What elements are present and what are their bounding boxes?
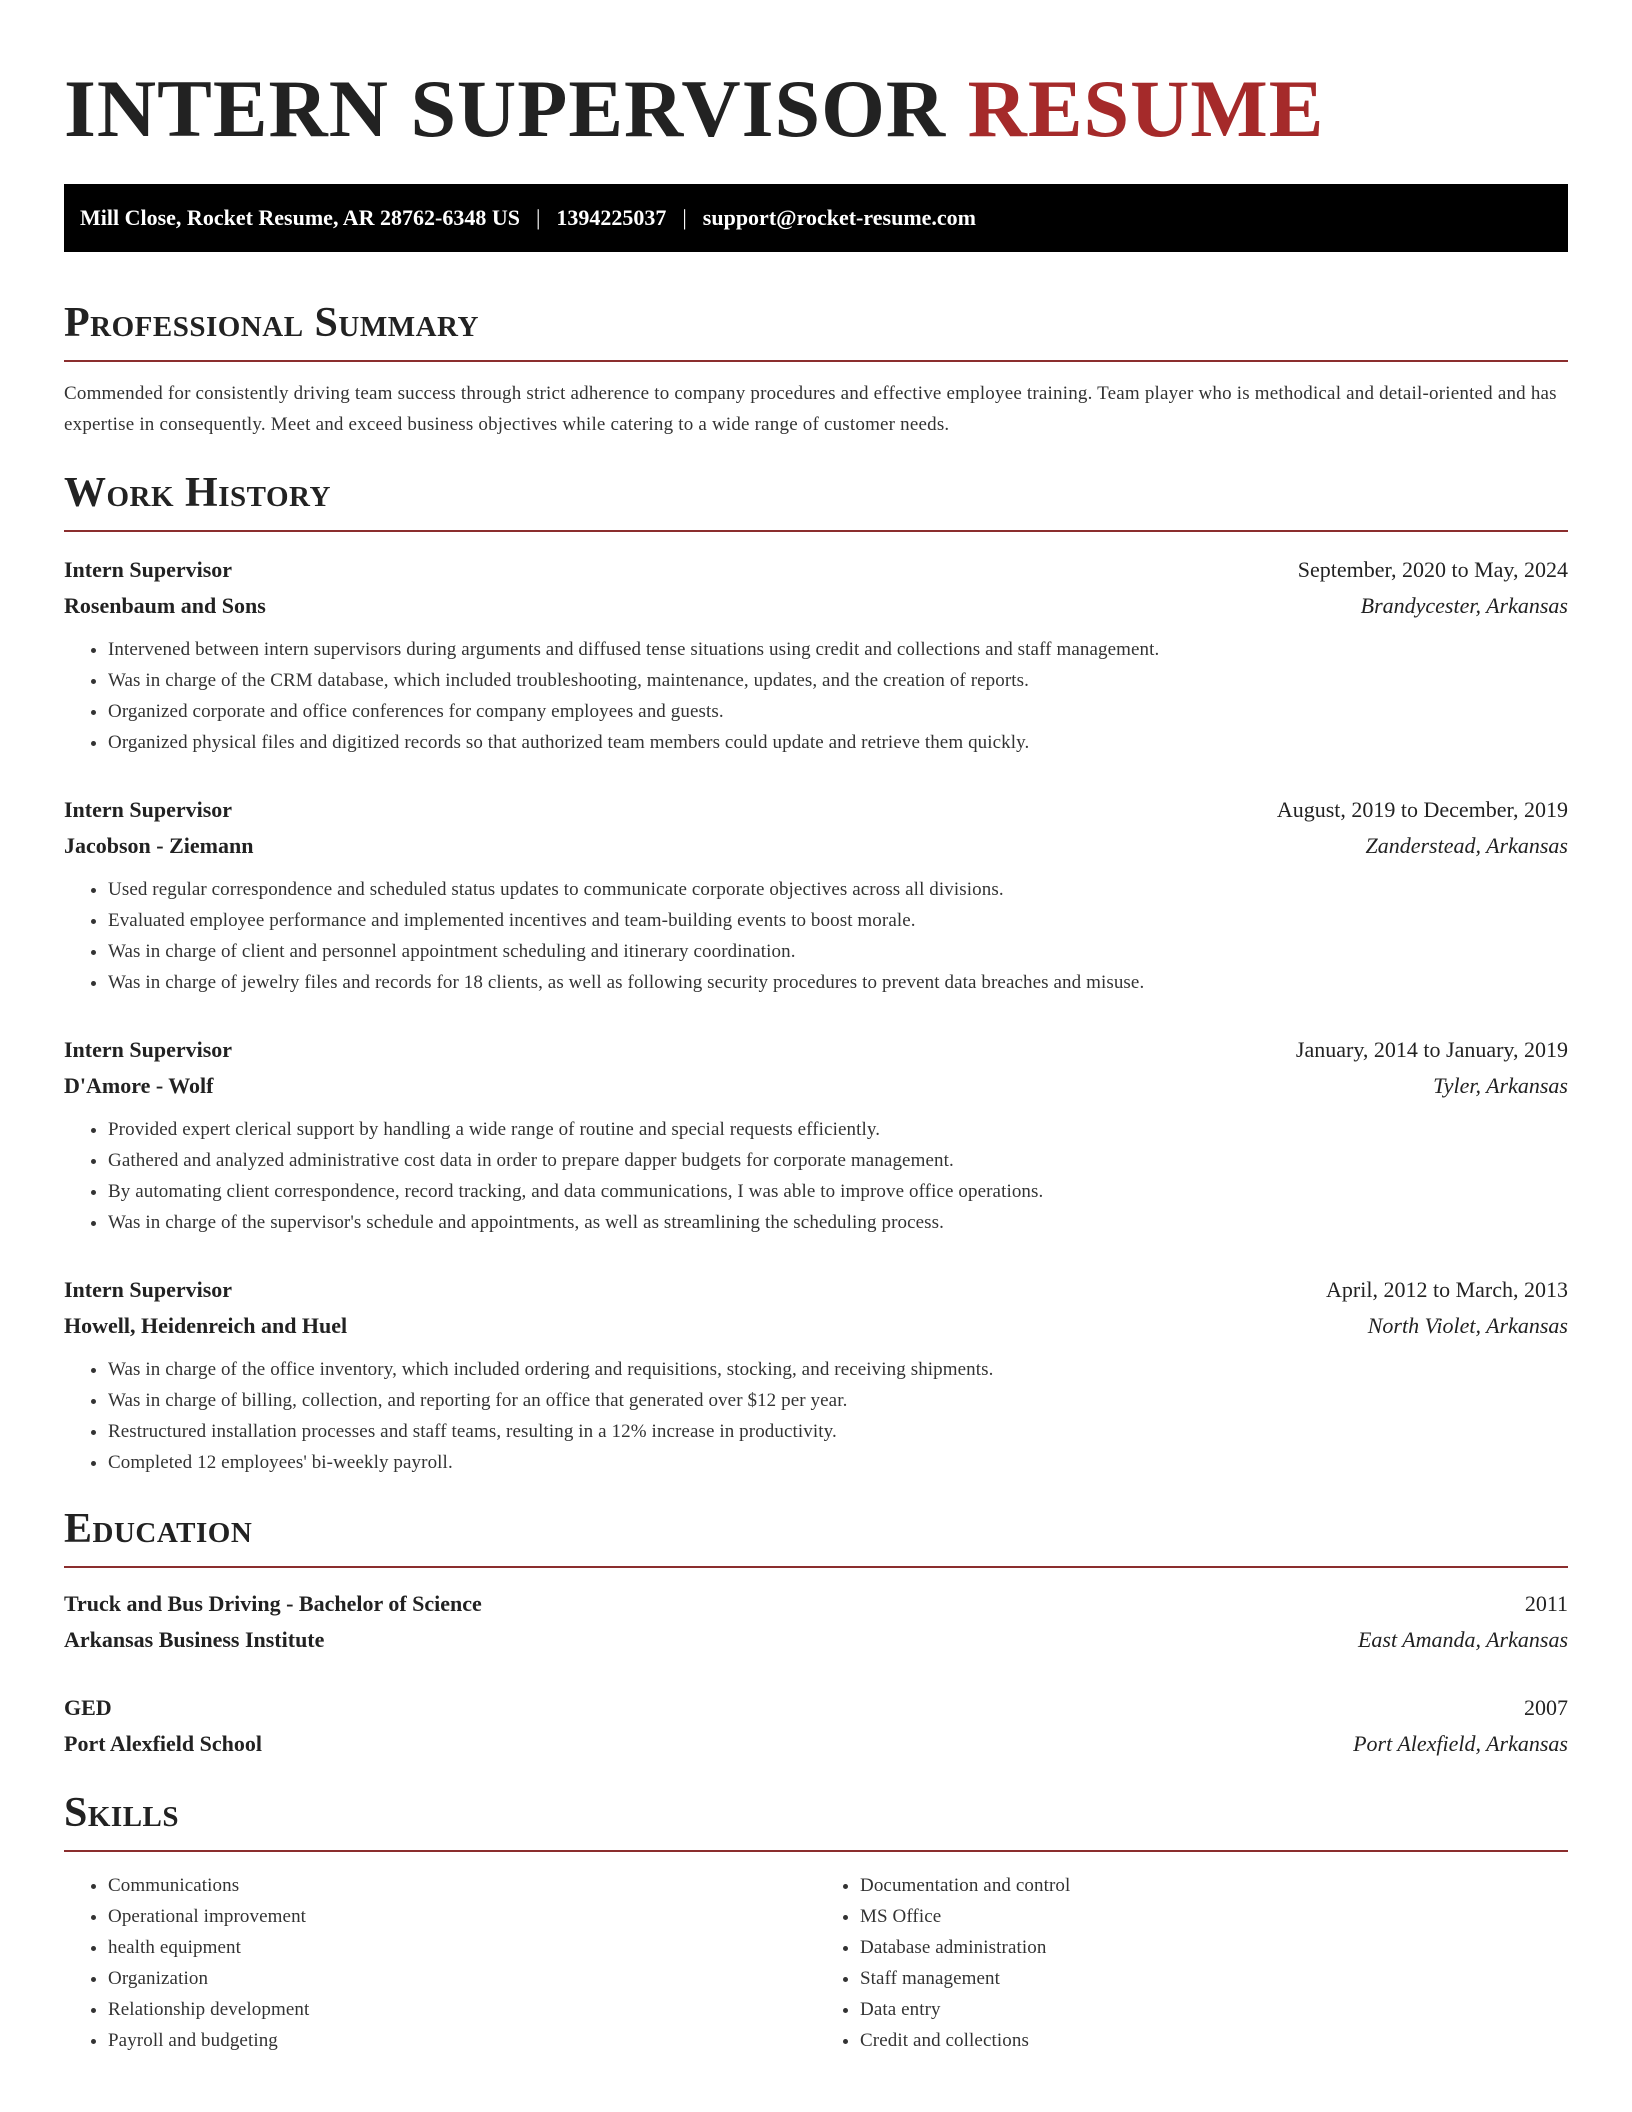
job-location: Tyler, Arkansas <box>1433 1073 1568 1098</box>
skills-section <box>64 1792 1568 2056</box>
job-location: North Violet, Arkansas <box>1367 1313 1568 1338</box>
job-company: Jacobson - Ziemann <box>64 833 254 858</box>
job-bullets <box>64 634 1568 758</box>
education-entry <box>64 1690 1568 1762</box>
job-entry <box>64 792 1568 998</box>
section-heading-summary: Professional Summary <box>64 302 1568 362</box>
job-dates: September, 2020 to May, 2024 <box>1297 557 1568 582</box>
job-entry <box>64 552 1568 758</box>
education-degree: Truck and Bus Driving - Bachelor of Science <box>64 1591 482 1616</box>
list-item: • Credit and collections <box>860 2025 1568 2056</box>
list-item: • Provided expert clerical support by handling a wide range of routine and special requests efficiently. <box>108 1114 1568 1145</box>
education-school: Arkansas Business Institute <box>64 1627 325 1652</box>
list-item: • Was in charge of client and personnel appointment scheduling and itinerary coordination. <box>108 936 1568 967</box>
job-bullets <box>64 874 1568 998</box>
list-item: • Was in charge of the supervisor's schedule and appointments, as well as streamlining the scheduling process. <box>108 1207 1568 1238</box>
resume-title <box>64 63 1568 154</box>
job-dates: January, 2014 to January, 2019 <box>1295 1037 1568 1062</box>
skills-list-right <box>816 1870 1568 2056</box>
list-item: • Was in charge of jewelry files and records for 18 clients, as well as following security procedures to prevent data breaches and misuse. <box>108 967 1568 998</box>
skills-list-left <box>64 1870 816 2056</box>
contact-bar <box>64 184 1568 252</box>
contact-email: support@rocket-resume.com <box>702 205 976 230</box>
job-location: Zanderstead, Arkansas <box>1365 833 1568 858</box>
list-item: • Was in charge of the office inventory, which included ordering and requisitions, stocking, and receiving shipments. <box>108 1354 1568 1385</box>
education-year: 2011 <box>1524 1591 1568 1616</box>
contact-phone: 1394225037 <box>556 205 667 230</box>
contact-separator: | <box>682 205 687 230</box>
job-dates: August, 2019 to December, 2019 <box>1276 797 1568 822</box>
list-item: • Intervened between intern supervisors during arguments and diffused tense situations using credit and collections and staff management. <box>108 634 1568 665</box>
job-company: Howell, Heidenreich and Huel <box>64 1313 348 1338</box>
list-item: • Was in charge of billing, collection, and reporting for an office that generated over $12 per year. <box>108 1385 1568 1416</box>
education-year: 2007 <box>1524 1695 1568 1720</box>
education-entry <box>64 1586 1568 1658</box>
list-item: • Payroll and budgeting <box>108 2025 816 2056</box>
job-dates: April, 2012 to March, 2013 <box>1326 1277 1568 1302</box>
list-item: • Evaluated employee performance and implemented incentives and team-building events to boost morale. <box>108 905 1568 936</box>
job-bullets <box>64 1354 1568 1478</box>
list-item: • health equipment <box>108 1932 816 1963</box>
contact-address: Mill Close, Rocket Resume, AR 28762-6348 US <box>80 205 520 230</box>
title-accent: RESUME <box>967 63 1325 154</box>
contact-separator: | <box>535 205 541 230</box>
list-item: • Database administration <box>860 1932 1568 1963</box>
list-item: • By automating client correspondence, record tracking, and data communications, I was able to improve office operations. <box>108 1176 1568 1207</box>
list-item: • Gathered and analyzed administrative cost data in order to prepare dapper budgets for corporate management. <box>108 1145 1568 1176</box>
job-title: Intern Supervisor <box>64 1277 233 1302</box>
list-item: • MS Office <box>860 1901 1568 1932</box>
list-item: • Relationship development <box>108 1994 816 2025</box>
summary-text: Commended for consistently driving team success through strict adherence to company procedures and effective employee training. Team player who is methodical and detail-oriented and has expertise in consequently. Meet and exceed business objectives while catering to a wide range of customer needs. <box>64 383 1557 435</box>
job-bullets <box>64 1114 1568 1238</box>
list-item: • Communications <box>108 1870 816 1901</box>
list-item: • Was in charge of the CRM database, which included troubleshooting, maintenance, updates, and the creation of reports. <box>108 665 1568 696</box>
job-title: Intern Supervisor <box>64 797 233 822</box>
skills-grid <box>64 1870 1568 2056</box>
list-item: • Restructured installation processes and staff teams, resulting in a 12% increase in productivity. <box>108 1416 1568 1447</box>
job-location: Brandycester, Arkansas <box>1360 593 1568 618</box>
education-location: Port Alexfield, Arkansas <box>1353 1731 1568 1756</box>
list-item: • Data entry <box>860 1994 1568 2025</box>
job-entry <box>64 1032 1568 1238</box>
job-company: D'Amore - Wolf <box>64 1073 214 1098</box>
job-title: Intern Supervisor <box>64 1037 233 1062</box>
work-history-section <box>64 472 1568 1478</box>
list-item: • Staff management <box>860 1963 1568 1994</box>
section-heading-education: Education <box>64 1508 1568 1568</box>
list-item: • Organized corporate and office conferences for company employees and guests. <box>108 696 1568 727</box>
education-degree: GED <box>64 1695 112 1720</box>
list-item: • Organized physical files and digitized records so that authorized team members could update and retrieve them quickly. <box>108 727 1568 758</box>
list-item: • Used regular correspondence and scheduled status updates to communicate corporate objectives across all divisions. <box>108 874 1568 905</box>
job-company: Rosenbaum and Sons <box>64 593 266 618</box>
education-section <box>64 1508 1568 1762</box>
title-main: INTERN SUPERVISOR <box>64 63 947 154</box>
job-entry <box>64 1272 1568 1478</box>
section-heading-work: Work History <box>64 472 1568 532</box>
professional-summary-section <box>64 302 1568 440</box>
list-item: • Operational improvement <box>108 1901 816 1932</box>
list-item: • Documentation and control <box>860 1870 1568 1901</box>
job-title: Intern Supervisor <box>64 557 233 582</box>
list-item: • Completed 12 employees' bi-weekly payroll. <box>108 1447 1568 1478</box>
section-heading-skills: Skills <box>64 1792 1568 1852</box>
education-school: Port Alexfield School <box>64 1731 262 1756</box>
education-location: East Amanda, Arkansas <box>1357 1627 1568 1652</box>
list-item: • Organization <box>108 1963 816 1994</box>
